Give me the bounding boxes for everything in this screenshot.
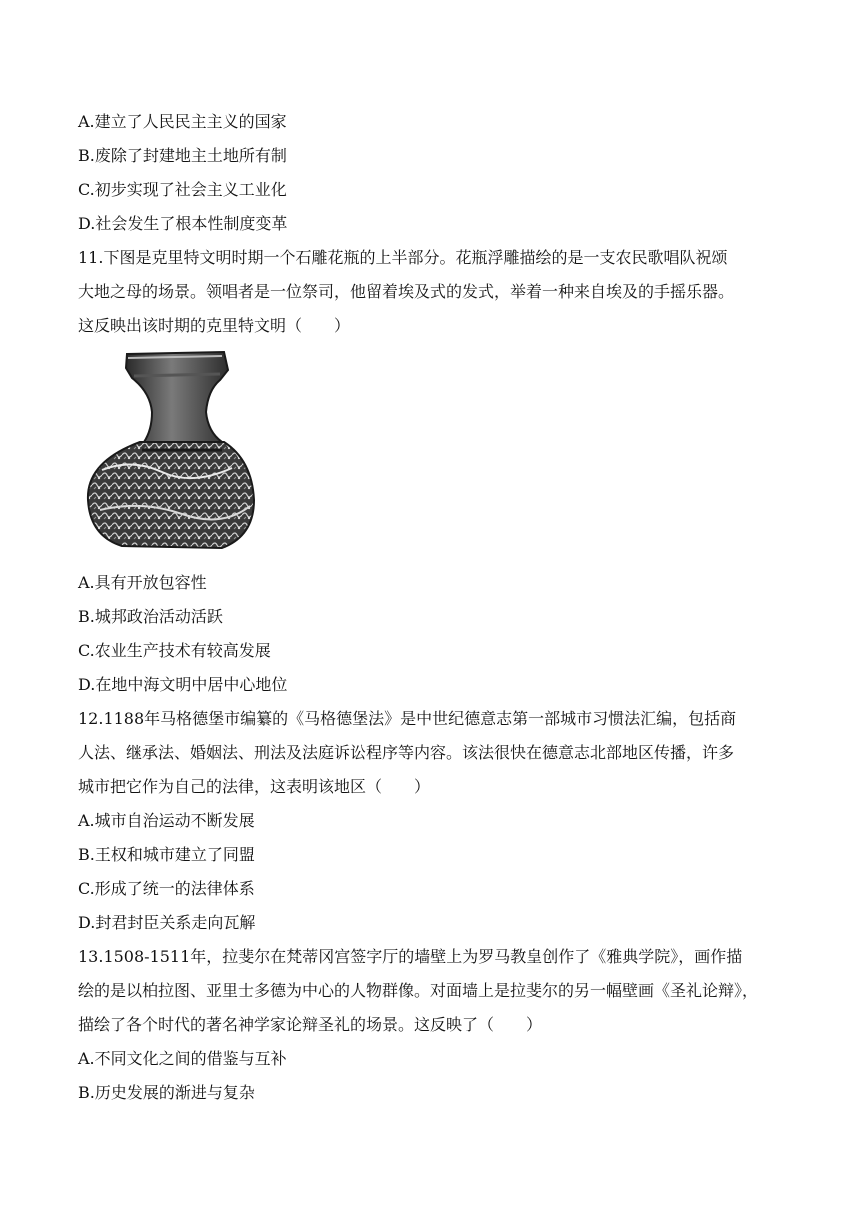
q11-option-a: A.具有开放包容性 bbox=[78, 573, 207, 592]
q10-option-c: C.初步实现了社会主义工业化 bbox=[78, 180, 287, 199]
q12-stem-line-3: 城市把它作为自己的法律，这表明该地区（ ） bbox=[78, 777, 431, 796]
q10-option-a: A.建立了人民民主主义的国家 bbox=[78, 112, 287, 131]
q12-option-b: B.王权和城市建立了同盟 bbox=[78, 845, 255, 864]
q11-stem-line-3: 这反映出该时期的克里特文明（ ） bbox=[78, 316, 351, 335]
q12-stem-line-1: 12.1188年马格德堡市编纂的《马格德堡法》是中世纪德意志第一部城市习惯法汇编，包括商 bbox=[78, 709, 737, 728]
stone-vase-image bbox=[82, 350, 257, 550]
q11-stem-line-2: 大地之母的场景。领唱者是一位祭司，他留着埃及式的发式，举着一种来自埃及的手摇乐器。 bbox=[78, 282, 735, 301]
q11-option-c: C.农业生产技术有较高发展 bbox=[78, 641, 271, 660]
q13-option-a: A.不同文化之间的借鉴与互补 bbox=[78, 1049, 287, 1068]
q13-stem-line-1: 13.1508-1511年，拉斐尔在梵蒂冈宫签字厅的墙壁上为罗马教皇创作了《雅典学院》，画作描 bbox=[78, 947, 743, 966]
q12-option-d: D.封君封臣关系走向瓦解 bbox=[78, 913, 256, 932]
q11-option-d: D.在地中海文明中居中心地位 bbox=[78, 675, 288, 694]
q11-option-b: B.城邦政治活动活跃 bbox=[78, 607, 223, 626]
q12-option-a: A.城市自治运动不断发展 bbox=[78, 811, 255, 830]
q13-option-b: B.历史发展的渐进与复杂 bbox=[78, 1083, 255, 1102]
q13-stem-line-2: 绘的是以柏拉图、亚里士多德为中心的人物群像。对面墙上是拉斐尔的另一幅壁画《圣礼论辩》， bbox=[78, 981, 759, 1000]
q13-stem-line-3: 描绘了各个时代的著名神学家论辩圣礼的场景。这反映了（ ） bbox=[78, 1015, 543, 1034]
q12-option-c: C.形成了统一的法律体系 bbox=[78, 879, 255, 898]
q10-option-b: B.废除了封建地主土地所有制 bbox=[78, 146, 287, 165]
q10-option-d: D.社会发生了根本性制度变革 bbox=[78, 214, 288, 233]
q12-stem-line-2: 人法、继承法、婚姻法、刑法及法庭诉讼程序等内容。该法很快在德意志北部地区传播，许多 bbox=[78, 743, 735, 762]
q11-stem-line-1: 11.下图是克里特文明时期一个石雕花瓶的上半部分。花瓶浮雕描绘的是一支农民歌唱队祝颂 bbox=[78, 248, 728, 267]
